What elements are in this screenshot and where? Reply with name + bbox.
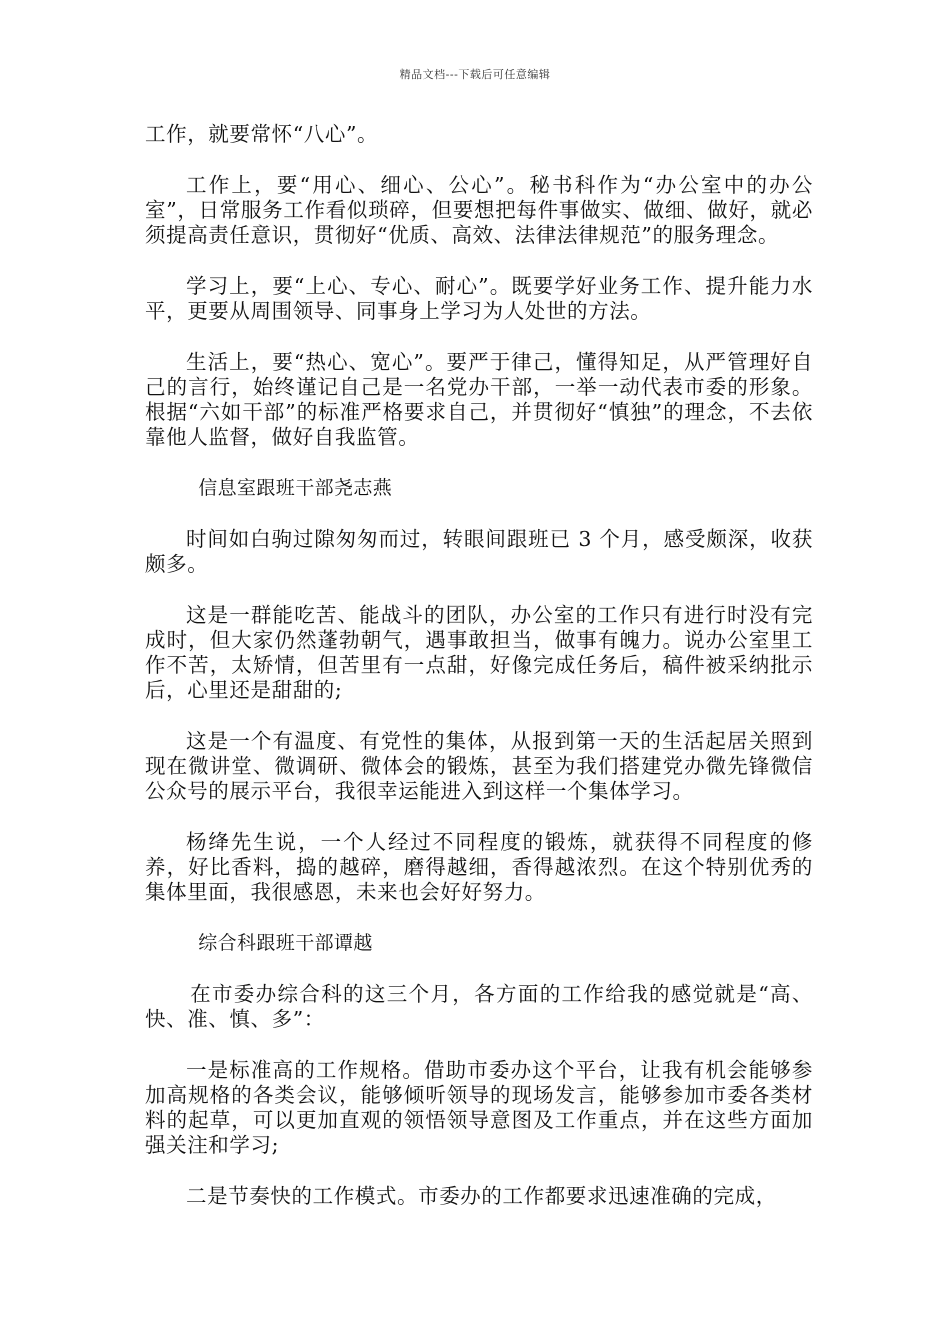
paragraph-11: 二是节奏快的工作模式。市委办的工作都要求迅速准确的完成，	[186, 1184, 777, 1208]
document-body	[145, 122, 813, 1235]
paragraph-10: 一是标准高的工作规格。借助市委办这个平台，让我有机会能够参加高规格的各类会议，能够倾听领导的现场发言，能够参加市委各类材料的起草，可以更加直观的领悟领导意图及工作重点，并在这些方面加强关注和学习;	[145, 1058, 813, 1157]
paragraph-2: 工作上，要“用心、细心、公心”。秘书科作为“办公室中的办公室”，日常服务工作看似琐碎，但要想把每件事做实、做细、做好，就必须提高责任意识，贯彻好“优质、高效、法律法律规范”的服务理念。	[145, 173, 813, 247]
paragraph-1: 工作，就要常怀“八心”。	[145, 122, 379, 146]
paragraph-6: 这是一群能吃苦、能战斗的团队，办公室的工作只有进行时没有完成时，但大家仍然蓬勃朝气，遇事敢担当，做事有魄力。说办公室里工作不苦，太矫情，但苦里有一点甜，好像完成任务后，稿件被采纳批示后，心里还是甜甜的;	[145, 603, 813, 702]
section-heading-general-office: 综合科跟班干部谭越	[198, 932, 373, 954]
paragraph-3: 学习上，要“上心、专心、耐心”。既要学好业务工作、提升能力水平，更要从周围领导、同事身上学习为人处世的方法。	[145, 274, 813, 323]
paragraph-7: 这是一个有温度、有党性的集体，从报到第一天的生活起居关照到现在微讲堂、微调研、微体会的锻炼，甚至为我们搭建党办微先锋微信公众号的展示平台，我很幸运能进入到这样一个集体学习。	[145, 729, 813, 803]
paragraph-5: 时间如白驹过隙匆匆而过，转眼间跟班已 3 个月，感受颇深，收获颇多。	[145, 527, 813, 576]
paragraph-4: 生活上，要“热心、宽心”。要严于律己，懂得知足，从严管理好自己的言行，始终谨记自己是一名党办干部，一举一动代表市委的形象。根据“六如干部”的标准严格要求自己，并贯彻好“慎独”的理念，不去依靠他人监督，做好自我监管。	[145, 350, 813, 449]
header-note: 精品文档---下载后可任意编辑	[399, 68, 551, 81]
paragraph-8: 杨绛先生说，一个人经过不同程度的锻炼，就获得不同程度的修养，好比香料，捣的越碎，磨得越细，香得越浓烈。在这个特别优秀的集体里面，我很感恩，未来也会好好努力。	[145, 830, 813, 904]
section-heading-information-office: 信息室跟班干部尧志燕	[198, 477, 393, 499]
paragraph-9: 在市委办综合科的这三个月，各方面的工作给我的感觉就是“高、快、准、慎、多”：	[145, 982, 813, 1031]
